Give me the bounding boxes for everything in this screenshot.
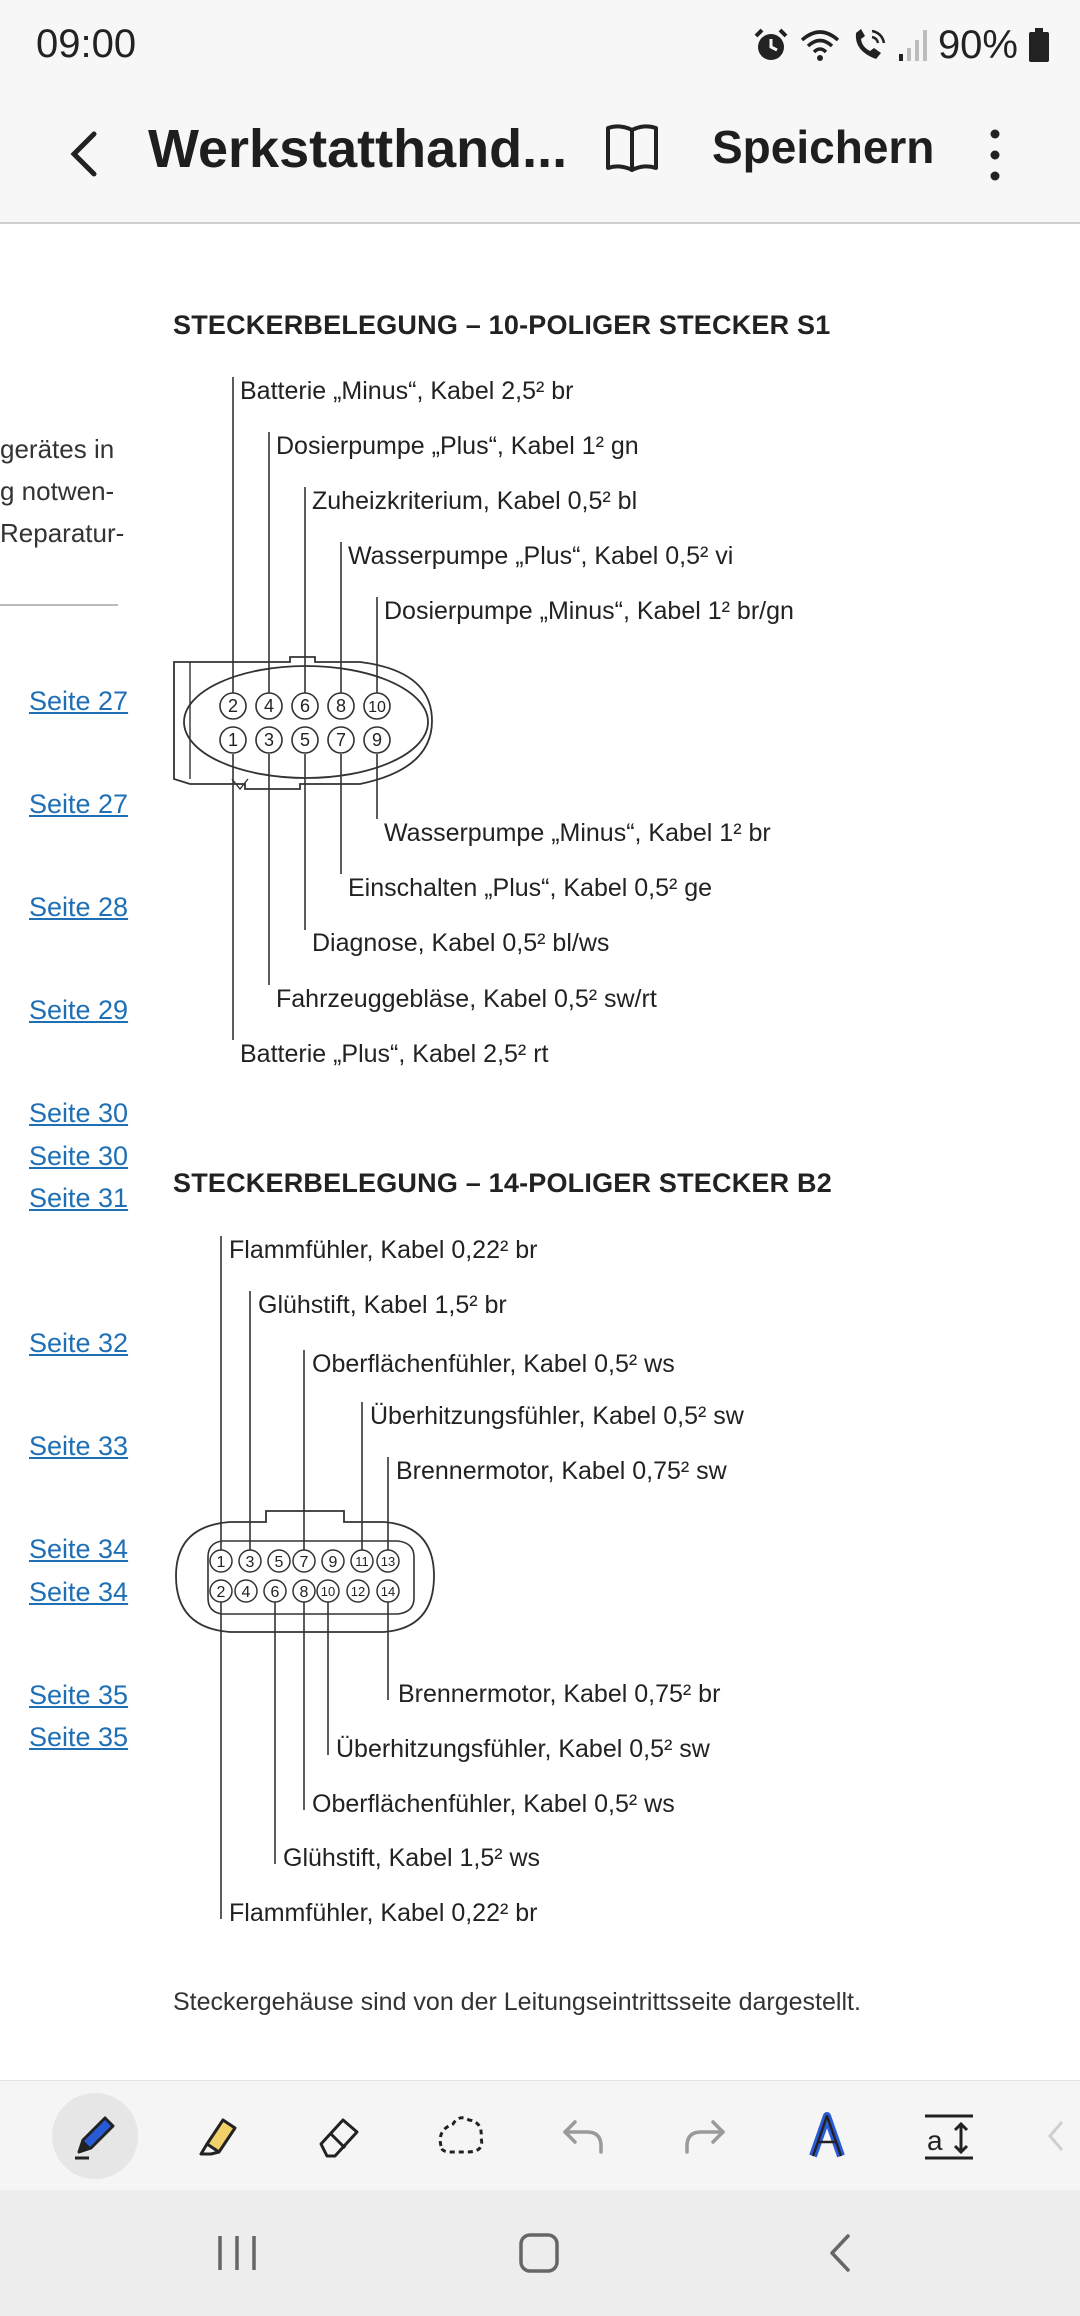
undo-button[interactable] [540, 2093, 626, 2179]
pen-tool-button[interactable] [52, 2093, 138, 2179]
pin-number: 1 [216, 1554, 226, 1571]
wire-label: Batterie „Plus“, Kabel 2,5² rt [240, 1040, 549, 1068]
pin-number: 10 [320, 1584, 336, 1599]
home-button[interactable] [494, 2218, 584, 2288]
signal-icon [898, 28, 928, 62]
connector-diagrams [0, 224, 1080, 1964]
wifi-call-icon [850, 27, 888, 63]
pin-number: 14 [380, 1584, 396, 1599]
page-link[interactable]: Seite 34 [29, 1577, 129, 1607]
battery-icon [1028, 27, 1050, 63]
pin-number: 6 [270, 1584, 280, 1601]
pin-number: 9 [328, 1554, 338, 1571]
recent-apps-icon [212, 2230, 262, 2276]
pin-number: 3 [245, 1554, 255, 1571]
pin-number: 1 [227, 730, 239, 750]
text-size-button[interactable] [906, 2093, 992, 2179]
back-nav-icon [816, 2228, 866, 2278]
toolbar-more-partial[interactable] [1030, 2093, 1080, 2179]
pin-number: 7 [335, 730, 347, 750]
section-heading-b2: STECKERBELEGUNG – 14-POLIGER STECKER B2 [173, 1168, 832, 1198]
wire-label: Batterie „Minus“, Kabel 2,5² br [240, 377, 574, 405]
wire-label: Zuheizkriterium, Kabel 0,5² bl [312, 487, 638, 515]
book-icon [600, 116, 666, 182]
text-style-button[interactable] [784, 2093, 870, 2179]
status-time: 09:00 [36, 22, 137, 66]
page-link[interactable]: Seite 30 [29, 1141, 129, 1171]
eraser-icon [311, 2108, 367, 2164]
text-size-icon [919, 2108, 979, 2164]
page-link[interactable]: Seite 34 [29, 1534, 129, 1564]
page-link[interactable]: Seite 35 [29, 1680, 129, 1710]
wire-label: Dosierpumpe „Minus“, Kabel 1² br/gn [384, 597, 794, 625]
wire-label: Oberflächenfühler, Kabel 0,5² ws [312, 1350, 675, 1378]
redo-button[interactable] [662, 2093, 748, 2179]
connector-s1-labels [240, 377, 794, 1068]
alarm-icon [752, 26, 790, 64]
wire-label: Oberflächenfühler, Kabel 0,5² ws [312, 1790, 675, 1818]
recent-apps-button[interactable] [192, 2218, 282, 2288]
more-icon [975, 120, 1015, 190]
annotation-toolbar [0, 2080, 1080, 2191]
pin-number: 5 [299, 730, 311, 750]
wire-label: Wasserpumpe „Plus“, Kabel 0,5² vi [348, 542, 734, 570]
pin-number: 7 [299, 1554, 309, 1571]
wire-label: Wasserpumpe „Minus“, Kabel 1² br [384, 819, 771, 847]
pin-number: 8 [335, 696, 347, 716]
text-fragment: Reparatur- [0, 518, 125, 548]
eraser-tool-button[interactable] [296, 2093, 382, 2179]
wire-label: Brennermotor, Kabel 0,75² br [398, 1680, 721, 1708]
page-link[interactable]: Seite 32 [29, 1328, 129, 1358]
app-bar [0, 90, 1080, 224]
wire-label: Fahrzeuggebläse, Kabel 0,5² sw/rt [276, 985, 657, 1013]
status-icons [752, 20, 1050, 70]
highlighter-icon [189, 2108, 245, 2164]
save-button[interactable]: Speichern [712, 121, 935, 173]
document-page [0, 224, 1080, 2080]
svg-text:a: a [927, 2125, 943, 2156]
wire-label: Dosierpumpe „Plus“, Kabel 1² gn [276, 432, 639, 460]
page-link[interactable]: Seite 35 [29, 1722, 129, 1752]
wire-label: Einschalten „Plus“, Kabel 0,5² ge [348, 874, 713, 902]
pin-number: 3 [263, 730, 275, 750]
text-fragment: gerätes in [0, 434, 115, 464]
text-style-icon [799, 2108, 855, 2164]
pin-number: 11 [355, 1554, 369, 1569]
page-link[interactable]: Seite 29 [29, 995, 129, 1025]
wire-label: Flammfühler, Kabel 0,22² br [229, 1236, 538, 1264]
wire-label: Diagnose, Kabel 0,5² bl/ws [312, 929, 610, 957]
back-icon [52, 118, 122, 188]
pin-number: 6 [299, 696, 311, 716]
wire-label: Überhitzungsfühler, Kabel 0,5² sw [336, 1735, 710, 1763]
page-link[interactable]: Seite 27 [29, 686, 129, 716]
status-bar [0, 0, 1080, 90]
connector-s1-pins [220, 693, 390, 753]
pin-number: 10 [368, 699, 386, 716]
wire-label: Überhitzungsfühler, Kabel 0,5² sw [370, 1402, 744, 1430]
pin-number: 13 [380, 1554, 396, 1569]
page-link[interactable]: Seite 28 [29, 892, 129, 922]
redo-icon [677, 2108, 733, 2164]
reading-mode-button[interactable] [600, 116, 666, 182]
home-icon [514, 2228, 564, 2278]
pin-number: 12 [350, 1584, 366, 1599]
connector-b2-pins [210, 1550, 399, 1602]
pin-number: 9 [371, 730, 383, 750]
page-link[interactable]: Seite 30 [29, 1098, 129, 1128]
page-link[interactable]: Seite 27 [29, 789, 129, 819]
pin-number: 5 [274, 1554, 284, 1571]
footnote: Steckergehäuse sind von der Leitungseintrittsseite dargestellt. [173, 1988, 861, 2016]
undo-icon [555, 2108, 611, 2164]
wire-label: Glühstift, Kabel 1,5² ws [283, 1844, 541, 1872]
wire-label: Glühstift, Kabel 1,5² br [258, 1291, 507, 1319]
wire-label: Flammfühler, Kabel 0,22² br [229, 1899, 538, 1927]
pin-number: 4 [241, 1584, 251, 1601]
pin-number: 8 [299, 1584, 309, 1601]
lasso-tool-button[interactable] [418, 2093, 504, 2179]
page-link[interactable]: Seite 31 [29, 1183, 129, 1213]
document-title[interactable]: Werkstatthand... [148, 119, 568, 179]
back-button[interactable] [52, 118, 122, 188]
more-options-button[interactable] [975, 120, 1015, 190]
pin-number: 2 [227, 696, 239, 716]
lasso-icon [431, 2108, 491, 2164]
page-link[interactable]: Seite 33 [29, 1431, 129, 1461]
pin-number: 2 [216, 1584, 226, 1601]
wire-label: Brennermotor, Kabel 0,75² sw [396, 1457, 727, 1485]
text-fragment: g notwen- [0, 476, 115, 506]
highlighter-tool-button[interactable] [174, 2093, 260, 2179]
wifi-icon [800, 28, 840, 62]
nav-back-button[interactable] [796, 2218, 886, 2288]
pen-icon [67, 2108, 123, 2164]
pin-number: 4 [263, 696, 275, 716]
system-nav-bar [0, 2190, 1080, 2316]
chevron-left-icon [1040, 2116, 1070, 2156]
section-heading-s1: STECKERBELEGUNG – 10-POLIGER STECKER S1 [173, 310, 831, 340]
battery-percent: 90% [937, 22, 1018, 67]
